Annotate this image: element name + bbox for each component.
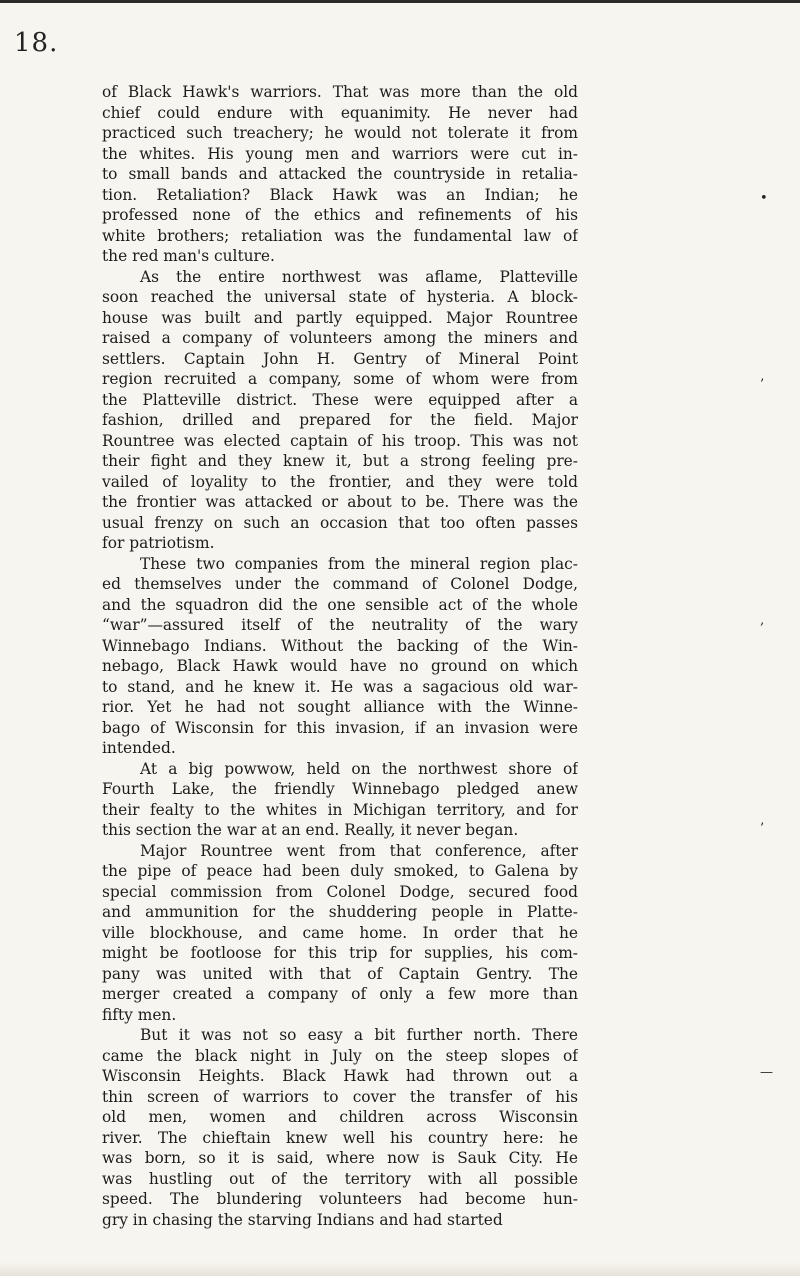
- margin-mark: —: [760, 1065, 773, 1080]
- paragraph: [102, 554, 578, 759]
- text-line: region recruited a company, some of whom were from: [102, 370, 578, 388]
- text-line: chief could endure with equanimity. He never had: [102, 103, 578, 122]
- text-line: merger created a company of only a few more than: [102, 985, 578, 1003]
- bottom-edge: [0, 1262, 800, 1276]
- text-line: tion. Retaliation? Black Hawk was an Indian; he: [102, 185, 578, 204]
- text-line: bago of Wisconsin for this invasion, if an invasion were: [102, 718, 578, 737]
- text-line: for patriotism.: [102, 534, 215, 552]
- margin-mark: ’: [760, 377, 765, 392]
- text-line: But it was not so easy a bit further north. There: [140, 1026, 578, 1044]
- paragraph: [102, 759, 578, 841]
- text-line: their fealty to the whites in Michigan territory, and for: [102, 800, 578, 819]
- paragraph: [102, 267, 578, 554]
- text-line: raised a company of volunteers among the miners and: [102, 329, 578, 347]
- text-line: might be footloose for this trip for supplies, his com-: [102, 944, 578, 962]
- text-line: “war”—assured itself of the neutrality of the wary: [102, 616, 578, 634]
- text-line: came the black night in July on the steep slopes of: [102, 1046, 578, 1065]
- text-line: speed. The blundering volunteers had become hun-: [102, 1190, 578, 1208]
- text-line: pany was united with that of Captain Gentry. The: [102, 964, 578, 983]
- text-line: the Platteville district. These were equipped after a: [102, 390, 578, 409]
- text-line: fashion, drilled and prepared for the field. Major: [102, 411, 578, 429]
- text-line: old men, women and children across Wisconsin: [102, 1108, 578, 1126]
- margin-mark: ’: [760, 821, 765, 836]
- text-line: soon reached the universal state of hysteria. A block-: [102, 288, 578, 306]
- body-text: [102, 82, 578, 1230]
- text-line: ville blockhouse, and came home. In order that he: [102, 923, 578, 942]
- text-line: and ammunition for the shuddering people in Platte-: [102, 903, 578, 921]
- text-line: professed none of the ethics and refinements of his: [102, 206, 578, 224]
- paragraph: [102, 1025, 578, 1230]
- text-line: practiced such treachery; he would not tolerate it from: [102, 124, 578, 142]
- text-line: was born, so it is said, where now is Sauk City. He: [102, 1149, 578, 1167]
- text-line: vailed of loyality to the frontier, and they were told: [102, 472, 578, 491]
- paragraph: [102, 841, 578, 1026]
- text-line: white brothers; retaliation was the fundamental law of: [102, 226, 578, 245]
- text-line: was hustling out of the territory with all possible: [102, 1169, 578, 1188]
- text-line: the frontier was attacked or about to be. There was the: [102, 493, 578, 511]
- top-edge-rule: [0, 0, 800, 3]
- text-line: their fight and they knew it, but a strong feeling pre-: [102, 452, 578, 470]
- text-line: Major Rountree went from that conference, after: [140, 841, 578, 860]
- text-line: house was built and partly equipped. Major Rountree: [102, 308, 578, 327]
- page-number: 18.: [14, 28, 59, 58]
- text-line: At a big powwow, held on the northwest shore of: [140, 759, 578, 778]
- text-line: Fourth Lake, the friendly Winnebago pledged anew: [102, 780, 578, 798]
- margin-mark: •: [760, 191, 768, 206]
- text-line: Wisconsin Heights. Black Hawk had thrown out a: [102, 1067, 578, 1085]
- text-line: gry in chasing the starving Indians and had started: [102, 1210, 503, 1229]
- text-line: These two companies from the mineral region plac-: [140, 554, 578, 573]
- text-line: Winnebago Indians. Without the backing of the Win-: [102, 636, 578, 655]
- text-line: the pipe of peace had been duly smoked, to Galena by: [102, 862, 578, 880]
- text-line: As the entire northwest was aflame, Platteville: [140, 267, 578, 286]
- text-line: to small bands and attacked the countryside in retalia-: [102, 165, 578, 183]
- text-line: Rountree was elected captain of his troop. This was not: [102, 431, 578, 450]
- text-line: this section the war at an end. Really, it never began.: [102, 821, 519, 839]
- text-line: settlers. Captain John H. Gentry of Mineral Point: [102, 349, 578, 368]
- text-line: intended.: [102, 739, 176, 757]
- text-line: river. The chieftain knew well his country here: he: [102, 1128, 578, 1147]
- text-line: of Black Hawk's warriors. That was more than the old: [102, 83, 578, 101]
- margin-mark: ‚: [760, 613, 765, 628]
- paragraph: [102, 82, 578, 267]
- text-line: fifty men.: [102, 1005, 177, 1024]
- text-line: rior. Yet he had not sought alliance with the Winne-: [102, 698, 578, 716]
- text-line: to stand, and he knew it. He was a sagacious old war-: [102, 677, 578, 696]
- text-line: ed themselves under the command of Colonel Dodge,: [102, 575, 578, 593]
- text-line: special commission from Colonel Dodge, secured food: [102, 882, 578, 901]
- text-line: the whites. His young men and warriors were cut in-: [102, 144, 578, 163]
- text-line: usual frenzy on such an occasion that too often passes: [102, 513, 578, 532]
- text-line: the red man's culture.: [102, 247, 275, 265]
- text-line: nebago, Black Hawk would have no ground on which: [102, 657, 578, 675]
- text-line: thin screen of warriors to cover the transfer of his: [102, 1087, 578, 1106]
- text-line: and the squadron did the one sensible act of the whole: [102, 595, 578, 614]
